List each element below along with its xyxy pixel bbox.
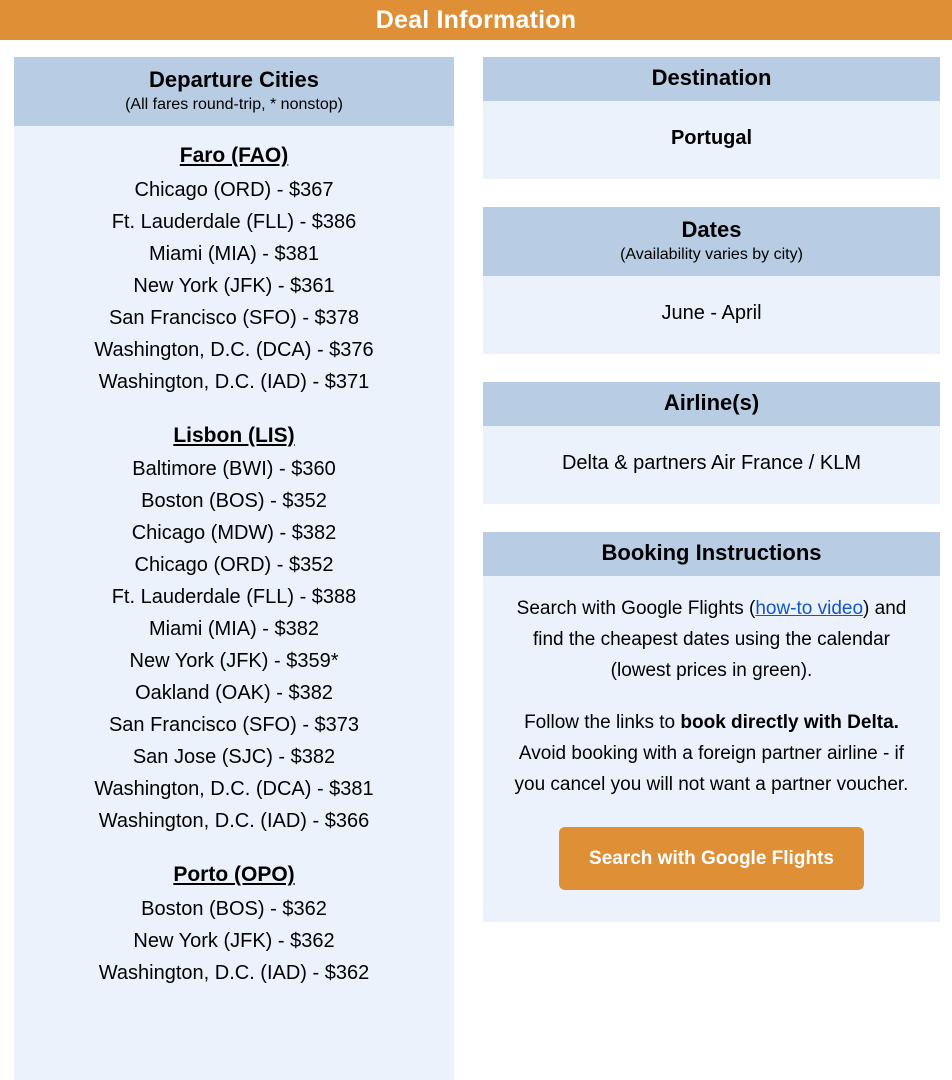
departure-cities-header xyxy=(14,57,454,126)
fare-row: Washington, D.C. (IAD) - $371 xyxy=(98,370,370,393)
fare-row: San Francisco (SFO) - $378 xyxy=(108,306,360,329)
booking-paragraph-search xyxy=(509,594,914,686)
deal-details-column xyxy=(483,57,940,922)
departure-cities-column xyxy=(14,57,454,1080)
fare-row: Ft. Lauderdale (FLL) - $386 xyxy=(111,210,357,233)
page-title: Deal Information xyxy=(375,5,577,34)
airlines-card xyxy=(483,382,940,504)
dates-subtitle: (Availability varies by city) xyxy=(620,245,803,263)
airlines-value: Delta & partners Air France / KLM xyxy=(561,452,861,475)
fare-row: San Jose (SJC) - $382 xyxy=(132,746,336,769)
city-group-title: Lisbon (LIS) xyxy=(173,423,295,447)
fare-row: San Francisco (SFO) - $373 xyxy=(108,714,360,737)
fare-row: New York (JFK) - $362 xyxy=(133,929,335,952)
booking-instructions-title: Booking Instructions xyxy=(601,540,822,566)
city-group-faro xyxy=(20,140,448,398)
dates-header xyxy=(483,207,940,276)
fare-row: Chicago (MDW) - $382 xyxy=(131,522,337,545)
fare-row: Baltimore (BWI) - $360 xyxy=(132,458,336,481)
fare-row: Boston (BOS) - $362 xyxy=(141,897,327,920)
booking-instructions-body xyxy=(483,576,940,922)
fare-row: New York (JFK) - $359* xyxy=(129,650,339,673)
city-group-title: Porto (OPO) xyxy=(173,863,295,887)
city-group-lisbon xyxy=(20,420,448,838)
destination-header xyxy=(483,57,940,101)
departure-cities-card xyxy=(14,57,454,1080)
fare-row: Miami (MIA) - $381 xyxy=(148,242,320,265)
fare-row: Miami (MIA) - $382 xyxy=(148,618,320,641)
destination-value: Portugal xyxy=(670,126,753,149)
destination-card xyxy=(483,57,940,179)
booking-text-emphasis: book directly with Delta. xyxy=(680,712,899,734)
city-group-title: Faro (FAO) xyxy=(179,144,289,168)
destination-title: Destination xyxy=(651,65,772,90)
city-group-porto xyxy=(20,859,448,989)
booking-text-after-link: ) and find the cheapest dates using the calendar (lowest prices in green). xyxy=(532,598,907,681)
dates-body xyxy=(483,276,940,354)
airlines-header xyxy=(483,382,940,426)
dates-value: June - April xyxy=(661,302,762,325)
departure-cities-list xyxy=(14,126,454,1080)
how-to-video-link[interactable]: how-to video xyxy=(755,598,864,619)
fare-row: Washington, D.C. (DCA) - $376 xyxy=(94,338,374,361)
departure-cities-title: Departure Cities xyxy=(149,67,319,92)
destination-body xyxy=(483,101,940,179)
fare-row: New York (JFK) - $361 xyxy=(133,274,335,297)
booking-text-rest: Avoid booking with a foreign partner airline - if you cancel you will not want a partner voucher. xyxy=(514,743,909,795)
search-with-google-flights-button[interactable]: Search with Google Flights xyxy=(559,827,864,890)
booking-text-before-link: Search with Google Flights ( xyxy=(516,598,756,619)
deal-information-banner xyxy=(0,0,952,40)
fare-row: Washington, D.C. (IAD) - $366 xyxy=(98,810,370,833)
booking-instructions-header xyxy=(483,532,940,576)
dates-card xyxy=(483,207,940,354)
airlines-title: Airline(s) xyxy=(663,390,760,416)
booking-paragraph-direct xyxy=(509,708,914,800)
airlines-body xyxy=(483,426,940,504)
booking-text-lead: Follow the links to xyxy=(524,712,681,734)
dates-title: Dates xyxy=(681,216,742,242)
fare-row: Boston (BOS) - $352 xyxy=(141,490,327,513)
fare-row: Chicago (ORD) - $352 xyxy=(134,554,334,577)
booking-instructions-card xyxy=(483,532,940,922)
fare-row: Chicago (ORD) - $367 xyxy=(134,178,334,201)
fare-row: Oakland (OAK) - $382 xyxy=(135,682,333,705)
cta-container xyxy=(509,827,914,898)
fare-row: Ft. Lauderdale (FLL) - $388 xyxy=(111,586,357,609)
fare-row: Washington, D.C. (IAD) - $362 xyxy=(98,961,370,984)
departure-cities-subtitle: (All fares round-trip, * nonstop) xyxy=(125,95,343,113)
fare-row: Washington, D.C. (DCA) - $381 xyxy=(94,778,374,801)
